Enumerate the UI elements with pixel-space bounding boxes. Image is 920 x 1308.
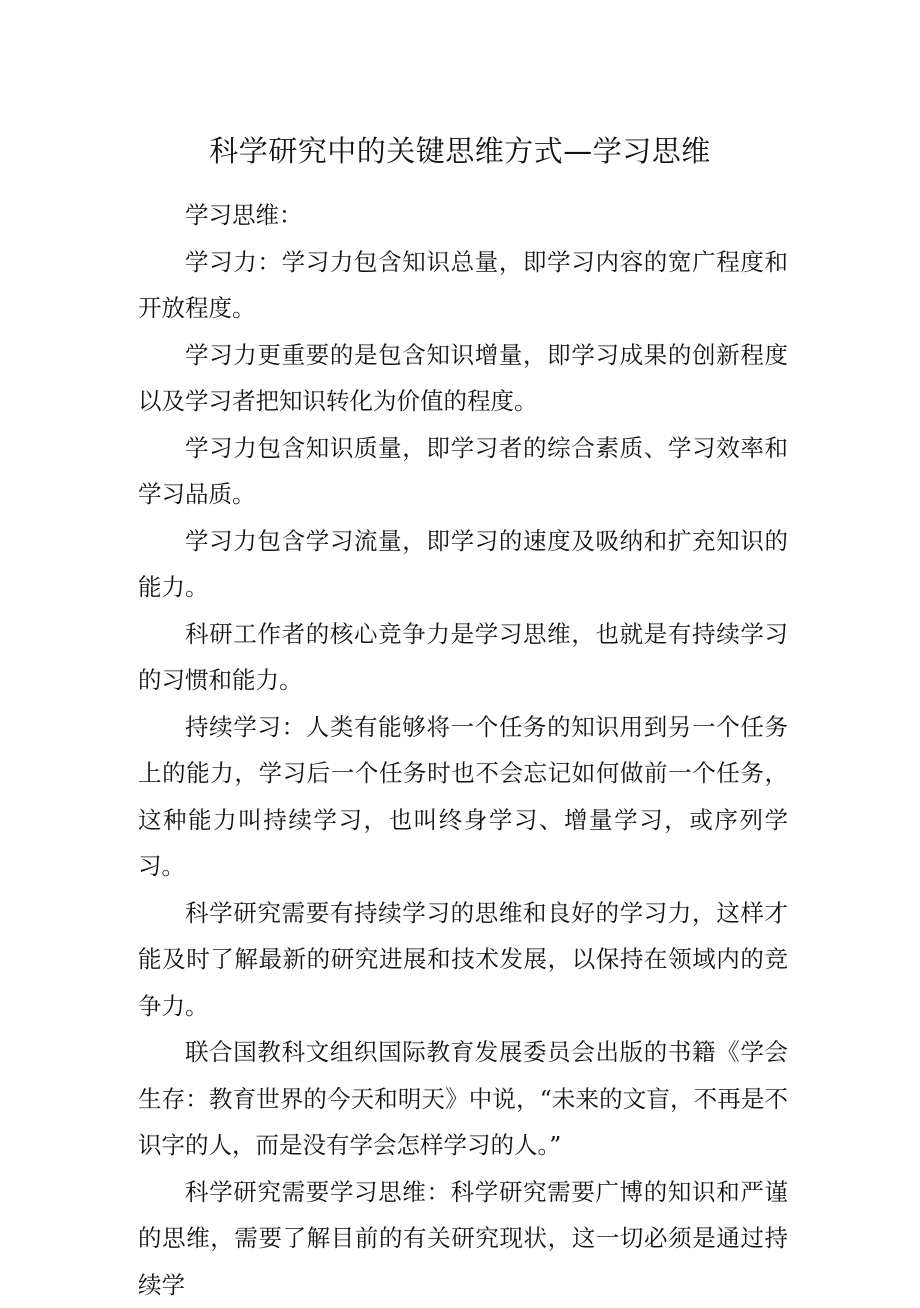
paragraph: 学习力：学习力包含知识总量，即学习内容的宽广程度和开放程度。 [138,239,788,332]
paragraph: 学习力包含学习流量，即学习的速度及吸纳和扩充知识的能力。 [138,518,788,611]
paragraph: 科学研究需要有持续学习的思维和良好的学习力，这样才能及时了解最新的研究进展和技术发展，以保持在领域内的竞争力。 [138,890,788,1030]
paragraph: 持续学习：人类有能够将一个任务的知识用到另一个任务上的能力，学习后一个任务时也不会忘记如何做前一个任务，这种能力叫持续学习，也叫终身学习、增量学习，或序列学习。 [138,704,788,890]
paragraph: 科学研究需要学习思维：科学研究需要广博的知识和严谨的思维，需要了解目前的有关研究现状，这一切必须是通过持续学 [138,1169,788,1308]
paragraph: 科研工作者的核心竞争力是学习思维，也就是有持续学习的习惯和能力。 [138,611,788,704]
paragraph: 学习力包含知识质量，即学习者的综合素质、学习效率和学习品质。 [138,425,788,518]
paragraph: 联合国教科文组织国际教育发展委员会出版的书籍《学会生存：教育世界的今天和明天》中说，“未来的文盲，不再是不识字的人，而是没有学会怎样学习的人。” [138,1029,788,1169]
document-body [138,192,788,1308]
document-title: 科学研究中的关键思维方式—学习思维 [0,131,920,171]
paragraph: 学习思维： [138,192,788,239]
paragraph: 学习力更重要的是包含知识增量，即学习成果的创新程度以及学习者把知识转化为价值的程度。 [138,332,788,425]
